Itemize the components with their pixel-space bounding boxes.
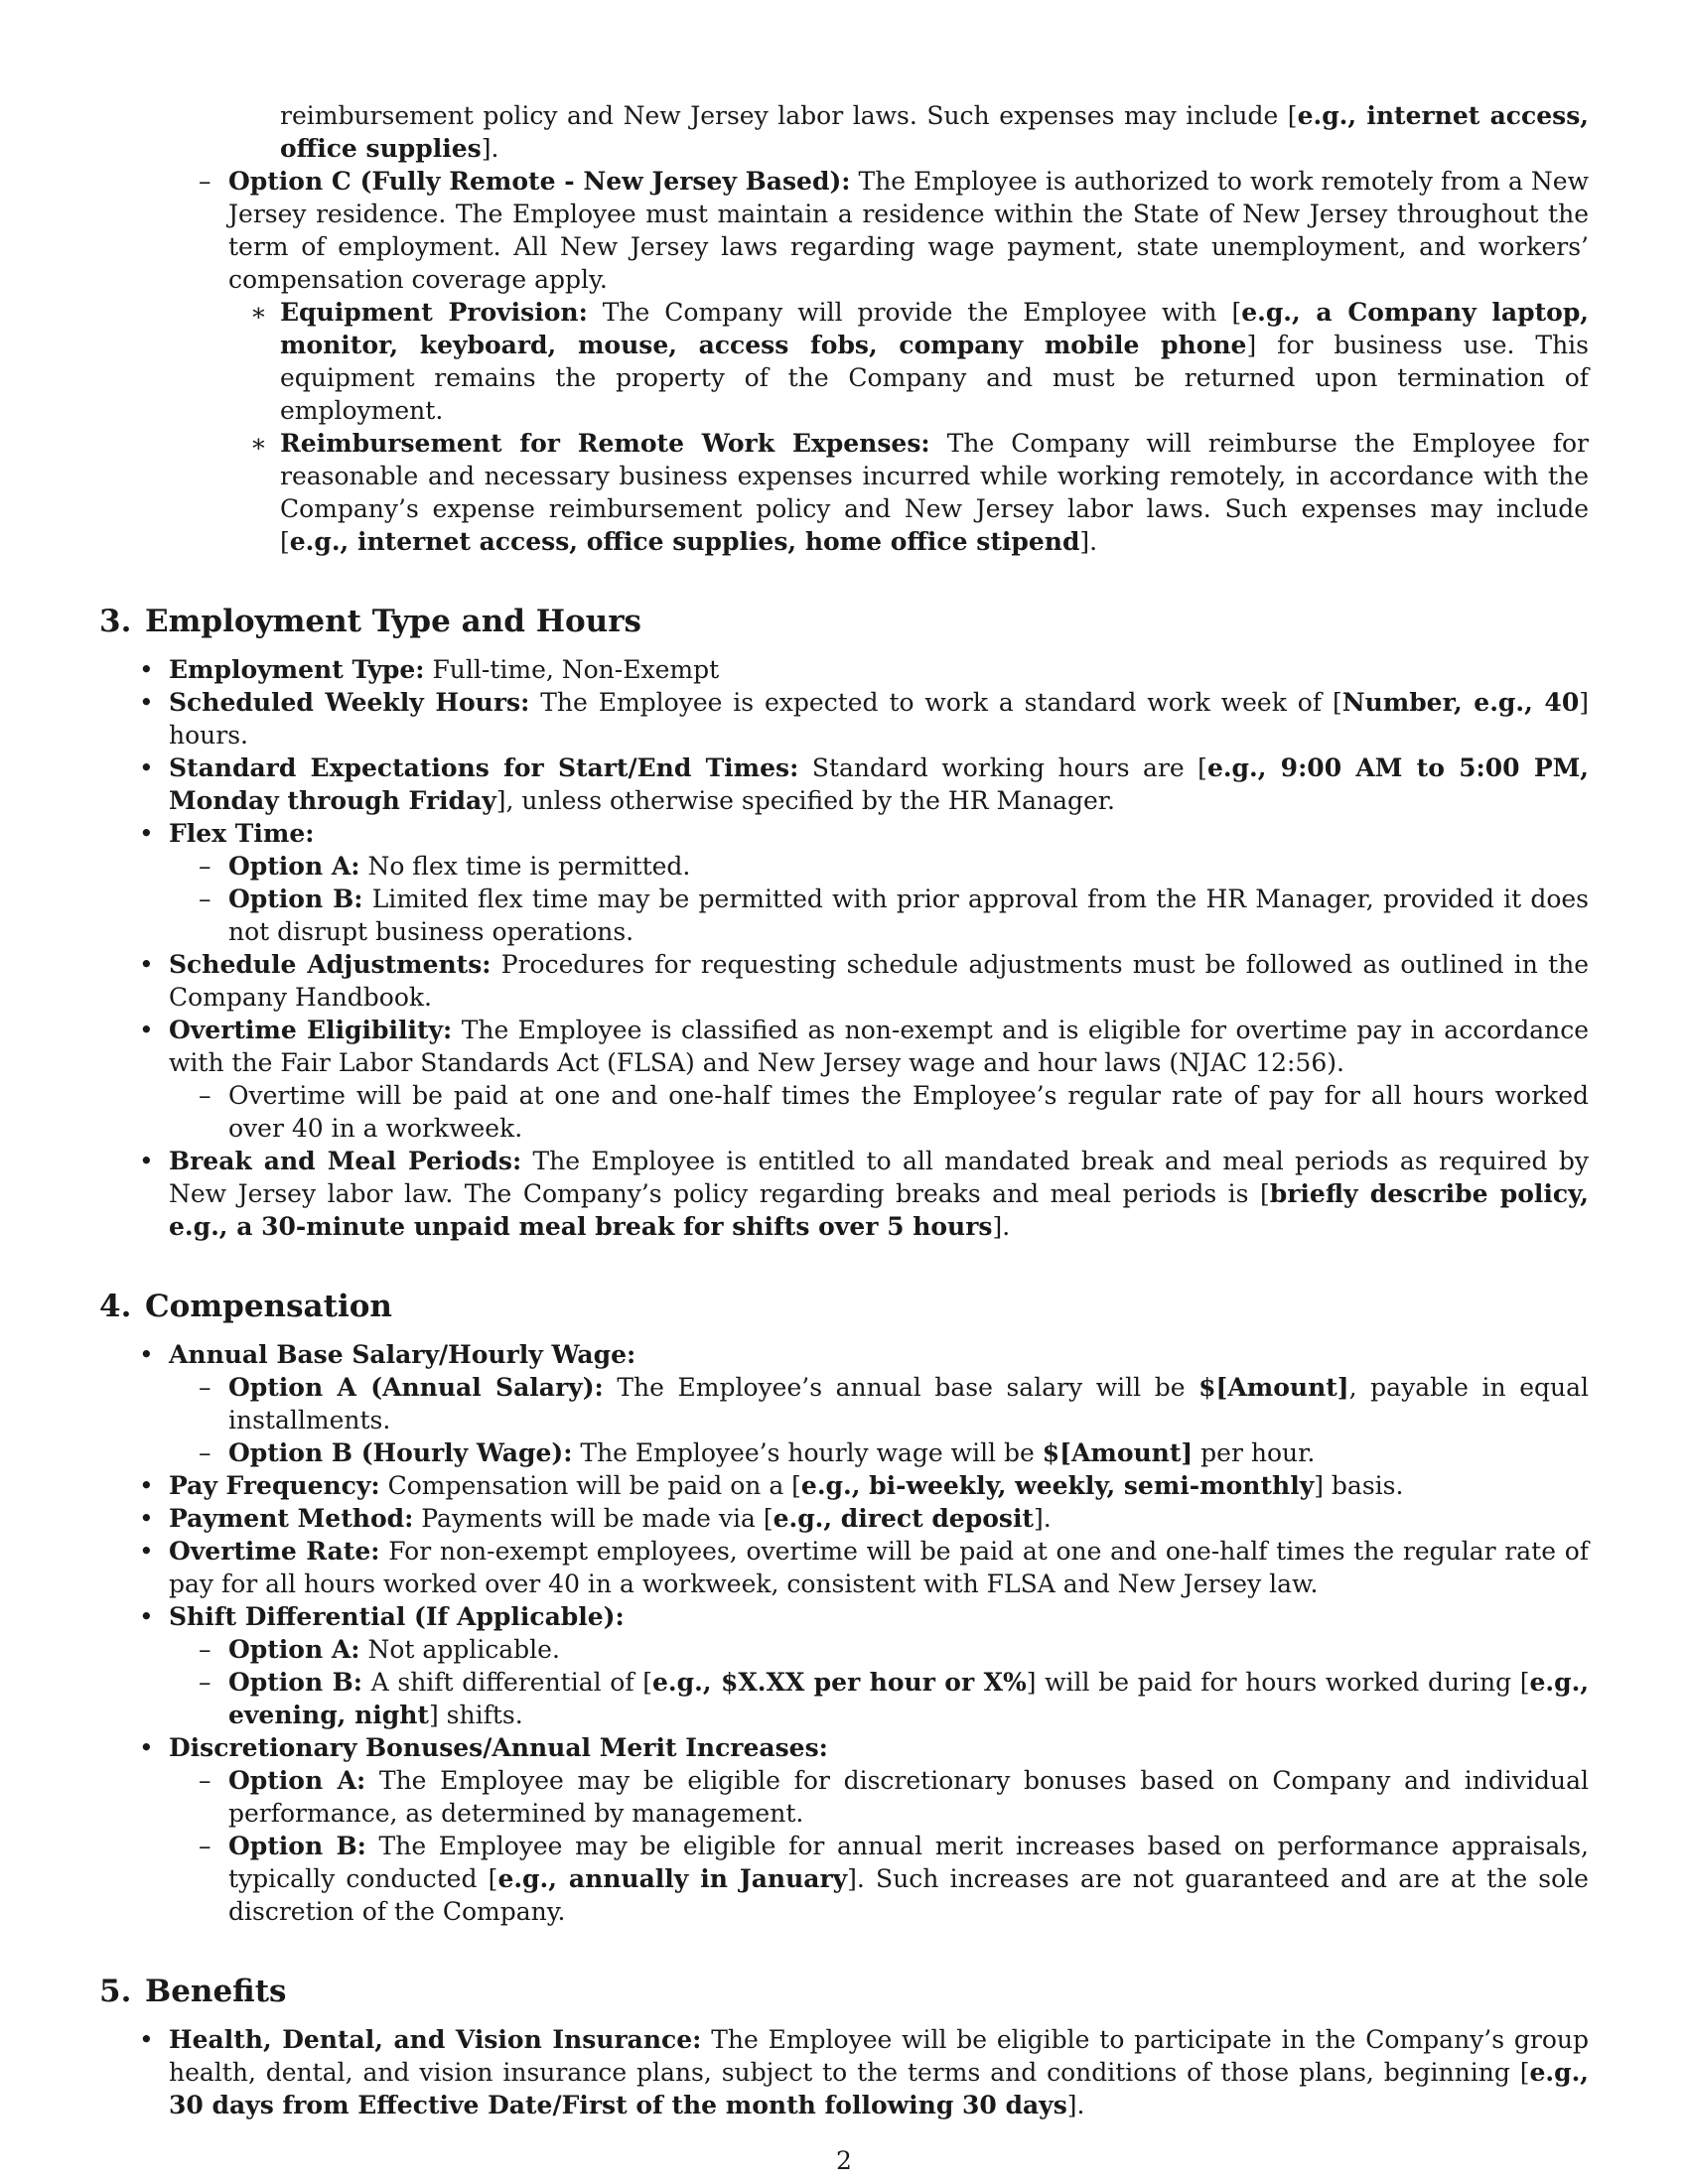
overtime-label: Overtime Eligibility:: [169, 1016, 453, 1044]
schedule-text: Procedures for requesting schedule adjustments must be followed as outlined in the Company Handbook.: [169, 950, 1590, 1012]
overtime-text: The Employee is classified as non-exempt and is eligible for overtime pay in accordance with the Fair Labor Standards Act (FLSA) and New Jersey wage and hour laws (NJAC 12:56).: [169, 1016, 1590, 1077]
shift-b-value: e.g., $X.XX per hour or X%: [652, 1668, 1027, 1697]
bullet-marker: •: [139, 2025, 154, 2054]
weekly-hours-lead: The Employee is expected to work a standard work week of [: [540, 688, 1342, 717]
payment-method-item: [99, 1502, 1589, 1535]
shift-b-mid: ] will be paid for hours worked during [: [1026, 1668, 1530, 1697]
reimbursement-examples: e.g., internet access, office supplies, home office stipend: [289, 527, 1080, 556]
bonus-a-label: Option A:: [228, 1766, 366, 1795]
bonus-a-text: The Employee may be eligible for discretionary bonuses based on Company and individual performance, as determined by management.: [228, 1766, 1589, 1828]
overtime-rate-item: [99, 1535, 1589, 1600]
break-end: ].: [992, 1212, 1011, 1241]
bullet-marker: •: [139, 1537, 154, 1566]
shift-label: Shift Differential (If Applicable):: [169, 1602, 625, 1631]
reimbursement-continuation: [99, 99, 1589, 165]
dash-marker: –: [199, 1668, 211, 1697]
flex-time-label: Flex Time:: [169, 819, 315, 848]
dash-marker: –: [199, 852, 211, 881]
break-meal-item: [99, 1145, 1589, 1243]
reimb-examples: e.g., internet access, office supplies: [280, 101, 1590, 163]
salary-b-lead: The Employee’s hourly wage will be: [580, 1438, 1043, 1467]
flex-time-item: [99, 817, 1589, 850]
section-3-number: 3.: [99, 604, 132, 639]
salary-b-end: per hour.: [1193, 1438, 1316, 1467]
flex-a-label: Option A:: [228, 852, 360, 881]
overtime-sub-item: [99, 1079, 1589, 1145]
payment-method-lead: Payments will be made via [: [421, 1504, 774, 1533]
flex-b-text: Limited flex time may be permitted with prior approval from the HR Manager, provided it does not disrupt business operations.: [228, 885, 1590, 946]
bullet-marker: •: [139, 819, 154, 848]
bonus-label: Discretionary Bonuses/Annual Merit Increases:: [169, 1733, 828, 1762]
salary-b-label: Option B (Hourly Wage):: [228, 1438, 573, 1467]
start-end-end: ], unless otherwise specified by the HR Manager.: [495, 786, 1115, 815]
dash-marker: –: [199, 1438, 211, 1467]
dash-marker: –: [199, 1832, 211, 1860]
dash-marker: –: [199, 1766, 211, 1795]
section-4-heading: [99, 1287, 1589, 1326]
salary-item: [99, 1338, 1589, 1371]
reimb-end: ].: [481, 134, 499, 163]
section-3-heading: [99, 602, 1589, 641]
section-3-heading-wrap: [99, 602, 1589, 641]
section-3-title: Employment Type and Hours: [145, 604, 641, 639]
dash-marker: –: [199, 1081, 211, 1110]
equipment-examples: e.g., a Company laptop, monitor, keyboard, mouse, access fobs, company mobile phone: [280, 298, 1590, 359]
bullet-marker: •: [139, 1602, 154, 1631]
shift-a-text: Not applicable.: [367, 1635, 560, 1664]
bonus-b-value: e.g., annually in January: [497, 1864, 848, 1893]
pay-frequency-end: ] basis.: [1314, 1471, 1404, 1500]
pay-frequency-value: e.g., bi-weekly, weekly, semi-monthly: [800, 1471, 1315, 1500]
shift-option-a-item: [99, 1633, 1589, 1666]
payment-method-end: ].: [1033, 1504, 1052, 1533]
health-end: ].: [1066, 2091, 1085, 2119]
salary-option-a-item: [99, 1371, 1589, 1436]
weekly-hours-label: Scheduled Weekly Hours:: [169, 688, 530, 717]
flex-option-a-item: [99, 850, 1589, 883]
salary-b-value: $[Amount]: [1042, 1438, 1194, 1467]
option-c-label: Option C (Fully Remote - New Jersey Based):: [228, 167, 851, 196]
section-4-heading-wrap: [99, 1287, 1589, 1326]
health-label: Health, Dental, and Vision Insurance:: [169, 2025, 702, 2054]
reimbursement-lead: The Company will reimburse the Employee for reasonable and necessary business expenses incurred while working remotely, in accordance with the Company’s expense reimbursement policy and New Jersey labor laws. Such expenses may include [: [280, 429, 1590, 556]
bullet-marker: •: [139, 950, 154, 979]
bonus-b-label: Option B:: [228, 1832, 366, 1860]
shift-b-value2: e.g., evening, night: [228, 1668, 1590, 1729]
start-end-value: e.g., 9:00 AM to 5:00 PM, Monday through Friday: [169, 753, 1589, 815]
weekly-hours-value: Number, e.g., 40: [1341, 688, 1580, 717]
schedule-label: Schedule Adjustments:: [169, 950, 492, 979]
employment-type-label: Employment Type:: [169, 655, 425, 684]
bonus-option-a-item: [99, 1764, 1589, 1830]
weekly-hours-end: ] hours.: [169, 688, 1589, 750]
break-lead: The Employee is entitled to all mandated break and meal periods as required by New Jersey labor law. The Company’s policy regarding breaks and meal periods is [: [169, 1147, 1589, 1208]
salary-a-end: , payable in equal installments.: [228, 1373, 1589, 1434]
overtime-eligibility-item: [99, 1014, 1589, 1079]
star-marker: ∗: [250, 429, 267, 458]
equipment-provision-item: [99, 296, 1589, 427]
salary-option-b-item: [99, 1436, 1589, 1469]
start-end-lead: Standard working hours are [: [811, 753, 1207, 782]
bonus-b-lead: The Employee may be eligible for annual merit increases based on performance appraisals, typically conducted [: [228, 1832, 1590, 1893]
bullet-marker: •: [139, 1340, 154, 1369]
bonuses-item: [99, 1731, 1589, 1764]
overtime-rate-text: For non-exempt employees, overtime will be paid at one and one-half times the regular rate of pay for all hours worked over 40 in a workweek, consistent with FLSA and New Jersey law.: [169, 1537, 1590, 1598]
schedule-adjustments-item: [99, 948, 1589, 1014]
section-4-number: 4.: [99, 1289, 132, 1324]
shift-b-label: Option B:: [228, 1668, 362, 1697]
bullet-marker: •: [139, 655, 154, 684]
health-value: e.g., 30 days from Effective Date/First of the month following 30 days: [169, 2058, 1589, 2119]
bonus-b-end: ]. Such increases are not guaranteed and are at the sole discretion of the Company.: [228, 1864, 1589, 1926]
reimbursement-end: ].: [1079, 527, 1098, 556]
salary-label: Annual Base Salary/Hourly Wage:: [169, 1340, 636, 1369]
bullet-marker: •: [139, 1471, 154, 1500]
equipment-lead: The Company will provide the Employee with [: [602, 298, 1242, 327]
page-content: [99, 99, 1589, 2121]
reimb-lead: reimbursement policy and New Jersey labor laws. Such expenses may include [: [280, 101, 1298, 130]
shift-b-lead: A shift differential of [: [370, 1668, 653, 1697]
section-5-heading: [99, 1972, 1589, 2011]
shift-a-label: Option A:: [228, 1635, 360, 1664]
flex-option-b-item: [99, 883, 1589, 948]
section-5-title: Benefits: [145, 1974, 287, 2009]
flex-a-text: No flex time is permitted.: [367, 852, 691, 881]
shift-option-b-item: [99, 1666, 1589, 1731]
dash-marker: –: [199, 1373, 211, 1402]
salary-a-lead: The Employee’s annual base salary will be: [617, 1373, 1199, 1402]
page-number: 2: [836, 2146, 852, 2175]
option-c-item: [99, 165, 1589, 296]
bullet-marker: •: [139, 1147, 154, 1175]
employment-type-item: [99, 653, 1589, 686]
section-5-number: 5.: [99, 1974, 132, 2009]
equipment-label: Equipment Provision:: [280, 298, 588, 327]
reimbursement-label: Reimbursement for Remote Work Expenses:: [280, 429, 930, 458]
equipment-end: ] for business use. This equipment remains the property of the Company and must be returned upon termination of employment.: [280, 331, 1589, 425]
dash-marker: –: [199, 1635, 211, 1664]
bonus-option-b-item: [99, 1830, 1589, 1928]
bullet-marker: •: [139, 1733, 154, 1762]
bullet-marker: •: [139, 688, 154, 717]
reimbursement-item: [99, 427, 1589, 558]
health-lead: The Employee will be eligible to participate in the Company’s group health, dental, and vision insurance plans, subject to the terms and conditions of those plans, beginning [: [169, 2025, 1589, 2087]
overtime-rate-label: Overtime Rate:: [169, 1537, 380, 1566]
shift-b-end: ] shifts.: [428, 1701, 523, 1729]
shift-differential-item: [99, 1600, 1589, 1633]
start-end-times-item: [99, 751, 1589, 817]
section-5-heading-wrap: [99, 1972, 1589, 2011]
pay-frequency-lead: Compensation will be paid on a [: [387, 1471, 801, 1500]
pay-frequency-item: [99, 1469, 1589, 1502]
bullet-marker: •: [139, 1504, 154, 1533]
section-4-title: Compensation: [145, 1289, 392, 1324]
employment-type-text: Full-time, Non-Exempt: [432, 655, 720, 684]
flex-b-label: Option B:: [228, 885, 363, 913]
health-insurance-item: [99, 2023, 1589, 2121]
dash-marker: –: [199, 167, 211, 196]
payment-method-label: Payment Method:: [169, 1504, 414, 1533]
pay-frequency-label: Pay Frequency:: [169, 1471, 380, 1500]
salary-a-value: $[Amount]: [1198, 1373, 1349, 1402]
overtime-sub-text: Overtime will be paid at one and one-half times the Employee’s regular rate of pay for all hours worked over 40 in a workweek.: [228, 1081, 1589, 1143]
payment-method-value: e.g., direct deposit: [773, 1504, 1034, 1533]
star-marker: ∗: [250, 298, 267, 327]
break-value: briefly describe policy, e.g., a 30-minute unpaid meal break for shifts over 5 hours: [169, 1179, 1589, 1241]
break-label: Break and Meal Periods:: [169, 1147, 522, 1175]
bullet-marker: •: [139, 1016, 154, 1044]
dash-marker: –: [199, 885, 211, 913]
option-c-text: The Employee is authorized to work remotely from a New Jersey residence. The Employee must maintain a residence within the State of New Jersey throughout the term of employment. All New Jersey laws regarding wage payment, state unemployment, and workers’ compensation coverage apply.: [228, 167, 1589, 294]
start-end-label: Standard Expectations for Start/End Times:: [169, 753, 799, 782]
salary-a-label: Option A (Annual Salary):: [228, 1373, 604, 1402]
weekly-hours-item: [99, 686, 1589, 751]
bullet-marker: •: [139, 753, 154, 782]
